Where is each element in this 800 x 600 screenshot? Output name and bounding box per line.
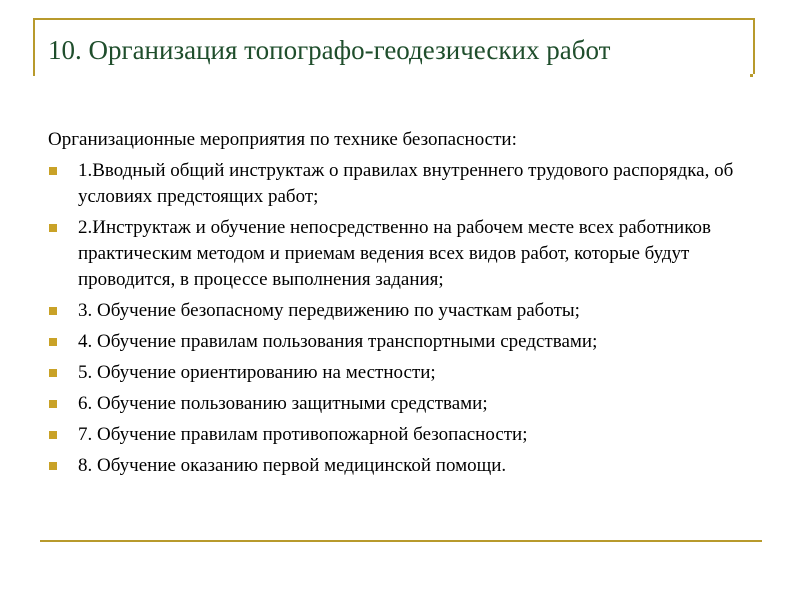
- list-item: [48, 158, 758, 210]
- square-bullet-icon: [49, 338, 57, 346]
- list-item-text: 8. Обучение оказанию первой медицинской помощи.: [78, 455, 507, 476]
- list-item: [48, 298, 758, 324]
- list-item-text: 1.Вводный общий инструктаж о правилах внутреннего трудового распорядка, об условиях предстоящих работ;: [78, 160, 734, 207]
- list-item-text: 3. Обучение безопасному передвижению по участкам работы;: [78, 300, 580, 321]
- list-item: [48, 391, 758, 417]
- list-item: [48, 453, 758, 479]
- list-item: [48, 422, 758, 448]
- frame-corner-dot: [750, 74, 753, 77]
- frame-left-line: [33, 18, 35, 76]
- slide-content: [48, 127, 758, 484]
- square-bullet-icon: [49, 167, 57, 175]
- intro-text: Организационные мероприятия по технике безопасности:: [48, 129, 517, 150]
- list-item-text: 6. Обучение пользованию защитными средствами;: [78, 393, 488, 414]
- square-bullet-icon: [49, 369, 57, 377]
- list-item: [48, 215, 758, 293]
- list-item-text: 4. Обучение правилам пользования транспортными средствами;: [78, 331, 598, 352]
- frame-right-line: [753, 18, 755, 74]
- slide-title: 10. Организация топографо-геодезических работ: [48, 35, 611, 65]
- square-bullet-icon: [49, 400, 57, 408]
- list-item-text: 5. Обучение ориентированию на местности;: [78, 362, 436, 383]
- list-item-text: 7. Обучение правилам противопожарной безопасности;: [78, 424, 528, 445]
- bullet-list: [48, 158, 758, 479]
- list-item: [48, 329, 758, 355]
- frame-bottom-line: [40, 540, 762, 542]
- list-item-text: 2.Инструктаж и обучение непосредственно на рабочем месте всех работников практическим методом и приемам ведения всех видов работ, которые будут проводится, в процессе выполнения задания;: [78, 217, 711, 290]
- square-bullet-icon: [49, 431, 57, 439]
- square-bullet-icon: [49, 224, 57, 232]
- square-bullet-icon: [49, 307, 57, 315]
- list-item: [48, 360, 758, 386]
- square-bullet-icon: [49, 462, 57, 470]
- frame-top-line: [33, 18, 755, 20]
